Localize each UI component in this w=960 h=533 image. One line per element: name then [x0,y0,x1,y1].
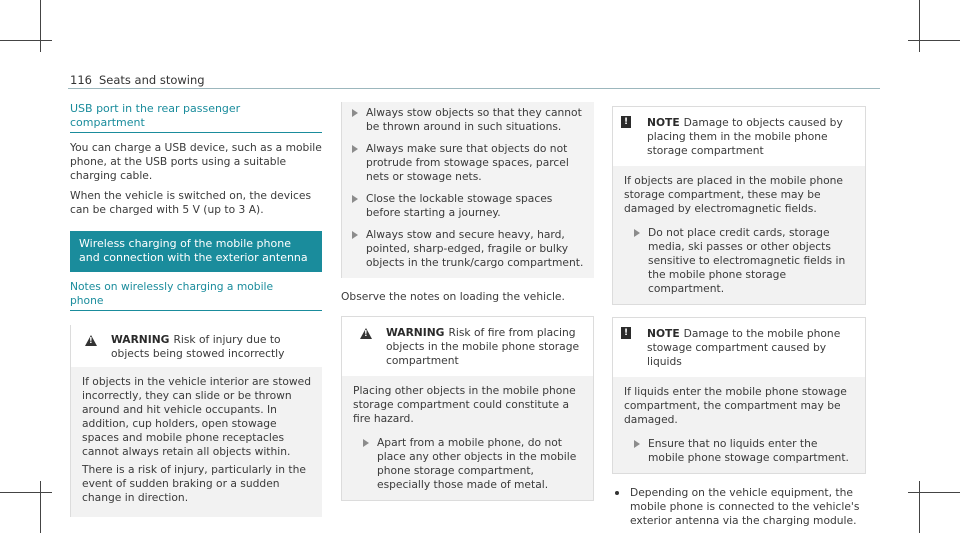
warning-label: WARNING [386,326,445,339]
arrow-icon [352,109,358,117]
section-heading: USB port in the rear passenger compartment [70,102,322,133]
list-item: Apart from a mobile phone, do not place any other objects in the mobile phone storage compartment, especially those made of metal. [353,436,583,492]
section-banner: Wireless charging of the mobile phone and connection with the exterior antenna [70,231,322,272]
arrow-icon [363,439,369,447]
warning-box [341,316,594,501]
crop-mark [908,40,960,41]
warning-icon [360,326,386,368]
paragraph: Observe the notes on loading the vehicle. [341,290,565,303]
warning-body [342,376,593,500]
crop-mark [919,481,920,533]
note-label: NOTE [647,327,680,340]
paragraph: There is a risk of injury, particularly in the event of sudden braking or a sudden change in direction. [82,463,306,504]
paragraph: When the vehicle is switched on, the devices can be charged with 5 V (up to 3 A). [70,189,312,216]
list-item: Always make sure that objects do not protrude from stowage spaces, parcel nets or stowage nets. [342,142,584,184]
paragraph: Placing other objects in the mobile phone storage compartment could constitute a fire hazard. [353,384,576,425]
list-item: Always stow objects so that they cannot be thrown around in such situations. [342,106,584,134]
warning-label: WARNING [111,333,170,346]
paragraph: If objects are placed in the mobile phone storage compartment, these may be damaged by electromagnetic fields. [624,174,843,215]
arrow-icon [634,440,640,448]
column-3 [612,102,866,528]
note-title: Damage to the mobile phone stowage compartment caused by liquids [647,327,841,368]
bullet-dot-icon [615,491,619,495]
column-1 [70,102,322,517]
note-icon: ! [621,327,647,369]
crop-mark [40,0,41,52]
arrow-icon [352,195,358,203]
list-item: Do not place credit cards, storage media, ski passes or other objects sensitive to electromagnetic fields in the mobile phone storage compartment. [624,226,855,296]
note-label: NOTE [647,116,680,129]
crop-mark [919,0,920,52]
section-title: Seats and stowing [98,73,205,87]
page-number: 116 [70,73,92,87]
list-item: Depending on the vehicle equipment, the mobile phone is connected to the vehicle's exterior antenna via the charging module. [612,486,866,528]
warning-continued [341,102,594,278]
arrow-icon [352,231,358,239]
note-box [612,106,866,305]
warning-body [71,367,322,517]
sub-heading: Notes on wirelessly charging a mobile phone [70,280,322,311]
arrow-icon [352,145,358,153]
note-body [613,377,865,473]
page-header [70,73,205,87]
list-item: Ensure that no liquids enter the mobile phone stowage compartment. [624,437,855,465]
note-box [612,317,866,474]
warning-title: Risk of injury due to objects being stowed incorrectly [111,333,285,360]
list-item: Close the lockable stowage spaces before starting a journey. [342,192,584,220]
paragraph: If liquids enter the mobile phone stowage compartment, the compartment may be damaged. [624,385,847,426]
note-icon: ! [621,116,647,158]
header-rule [68,88,880,89]
warning-box [70,325,322,517]
crop-mark [0,492,52,493]
paragraph: You can charge a USB device, such as a mobile phone, at the USB ports using a suitable charging cable. [70,141,322,182]
crop-mark [40,481,41,533]
note-title: Damage to objects caused by placing them in the mobile phone storage compartment [647,116,843,157]
warning-title: Risk of fire from placing objects in the mobile phone storage compartment [386,326,580,367]
warning-icon [85,333,111,361]
note-body [613,166,865,304]
list-item: Always stow and secure heavy, hard, pointed, sharp-edged, fragile or bulky objects in the trunk/cargo compartment. [342,228,584,270]
arrow-icon [634,229,640,237]
paragraph: If objects in the vehicle interior are stowed incorrectly, they can slide or be thrown around and hit vehicle occupants. In addition, cup holders, open stowage spaces and mobile phone receptacles cannot always retain all objects within. [82,375,312,458]
crop-mark [0,40,52,41]
column-2 [341,102,594,501]
crop-mark [908,492,960,493]
